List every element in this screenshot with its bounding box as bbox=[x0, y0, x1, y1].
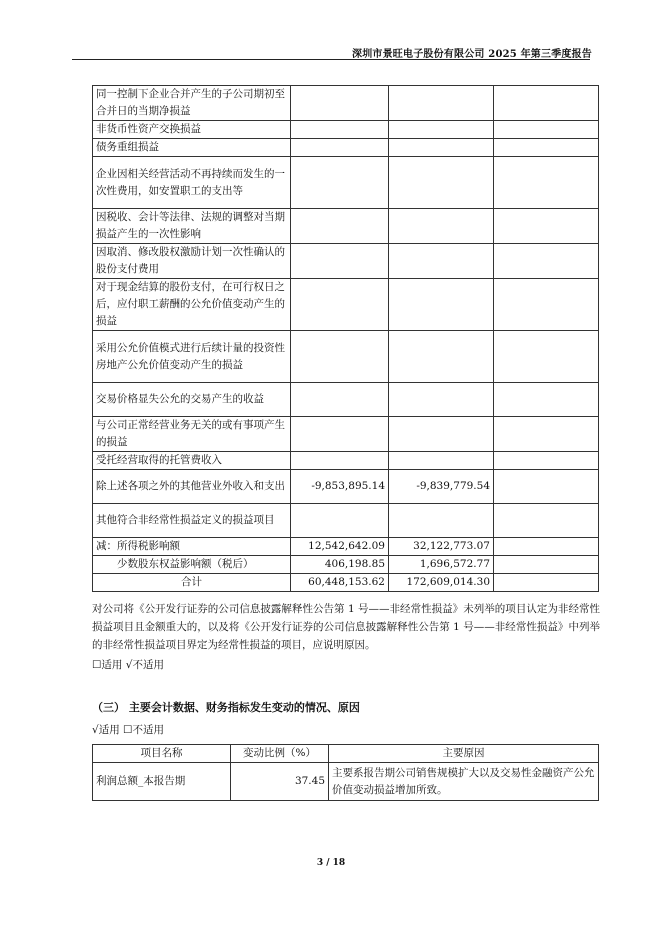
item-cell: 合计 bbox=[93, 574, 291, 592]
table-row bbox=[93, 763, 599, 801]
remark-cell bbox=[494, 538, 599, 556]
value-cell-ytd bbox=[389, 452, 494, 470]
table-row bbox=[93, 470, 599, 504]
table-header-row bbox=[93, 745, 599, 763]
header-change-ratio: 变动比例（%） bbox=[231, 745, 329, 763]
value-cell-ytd bbox=[389, 209, 494, 244]
remark-cell bbox=[494, 556, 599, 574]
item-cell: 债务重组损益 bbox=[93, 139, 291, 157]
value-cell-current: 406,198.85 bbox=[291, 556, 389, 574]
value-cell-current bbox=[291, 244, 389, 279]
table-row bbox=[93, 209, 599, 244]
remark-cell bbox=[494, 157, 599, 209]
table-row bbox=[93, 504, 599, 538]
item-cell: 交易价格显失公允的交易产生的收益 bbox=[93, 383, 291, 417]
value-cell-ytd: 32,122,773.07 bbox=[389, 538, 494, 556]
header-item-name: 项目名称 bbox=[93, 745, 231, 763]
table-row bbox=[93, 279, 599, 331]
item-cell: 因取消、修改股权激励计划一次性确认的股份支付费用 bbox=[93, 244, 291, 279]
item-cell: 其他符合非经常性损益定义的损益项目 bbox=[93, 504, 291, 538]
item-name-cell: 利润总额_本报告期 bbox=[93, 763, 231, 801]
value-cell-ytd bbox=[389, 139, 494, 157]
table-row bbox=[93, 452, 599, 470]
item-cell: 同一控制下企业合并产生的子公司期初至合并日的当期净损益 bbox=[93, 86, 291, 121]
remark-cell bbox=[494, 452, 599, 470]
value-cell-current: -9,853,895.14 bbox=[291, 470, 389, 504]
value-cell-ytd bbox=[389, 157, 494, 209]
section-heading: （三） 主要会计数据、财务指标发生变动的情况、原因 bbox=[92, 701, 360, 714]
value-cell-current bbox=[291, 331, 389, 383]
change-ratio-cell: 37.45 bbox=[231, 763, 329, 801]
value-cell-current bbox=[291, 157, 389, 209]
remark-cell bbox=[494, 279, 599, 331]
value-cell-current bbox=[291, 121, 389, 139]
value-cell-current bbox=[291, 383, 389, 417]
note-applicability: ☐适用 √不适用 bbox=[92, 659, 164, 671]
header-main-reason: 主要原因 bbox=[329, 745, 599, 763]
disclosure-note: 对公司将《公开发行证券的公司信息披露解释性公告第 1 号——非经常性损益》未列举的项目认定为非经常性损益项目且金额重大的，以及将《公开发行证券的公司信息披露解释性公告第 1 号——非经常性损益》中列举的非经常性损益项目界定为经常性损益的项目，应说明原因。 bbox=[92, 603, 600, 651]
remark-cell bbox=[494, 139, 599, 157]
remark-cell bbox=[494, 86, 599, 121]
value-cell-ytd bbox=[389, 331, 494, 383]
value-cell-ytd: 1,696,572.77 bbox=[389, 556, 494, 574]
value-cell-current: 12,542,642.09 bbox=[291, 538, 389, 556]
table-row bbox=[93, 574, 599, 592]
value-cell-ytd bbox=[389, 86, 494, 121]
table-row bbox=[93, 157, 599, 209]
table-row bbox=[93, 244, 599, 279]
item-cell: 对于现金结算的股份支付，在可行权日之后，应付职工薪酬的公允价值变动产生的损益 bbox=[93, 279, 291, 331]
table-row bbox=[93, 331, 599, 383]
value-cell-current bbox=[291, 417, 389, 452]
remark-cell bbox=[494, 417, 599, 452]
item-cell: 采用公允价值模式进行后续计量的投资性房地产公允价值变动产生的损益 bbox=[93, 331, 291, 383]
remark-cell bbox=[494, 209, 599, 244]
item-cell: 非货币性资产交换损益 bbox=[93, 121, 291, 139]
item-cell: 因税收、会计等法律、法规的调整对当期损益产生的一次性影响 bbox=[93, 209, 291, 244]
item-cell: 与公司正常经营业务无关的或有事项产生的损益 bbox=[93, 417, 291, 452]
item-cell: 少数股东权益影响额（税后） bbox=[93, 556, 291, 574]
remark-cell bbox=[494, 331, 599, 383]
remark-cell bbox=[494, 383, 599, 417]
value-cell-current bbox=[291, 139, 389, 157]
value-cell-ytd bbox=[389, 279, 494, 331]
non-recurring-gains-table bbox=[92, 85, 599, 592]
section-applicability: √适用 ☐不适用 bbox=[92, 724, 164, 736]
value-cell-ytd bbox=[389, 417, 494, 452]
value-cell-ytd bbox=[389, 383, 494, 417]
remark-cell bbox=[494, 504, 599, 538]
table-row bbox=[93, 121, 599, 139]
value-cell-current bbox=[291, 504, 389, 538]
table-row bbox=[93, 383, 599, 417]
page-number: 3 / 18 bbox=[316, 858, 346, 868]
item-cell: 受托经营取得的托管费收入 bbox=[93, 452, 291, 470]
table-row bbox=[93, 86, 599, 121]
value-cell-current bbox=[291, 86, 389, 121]
value-cell-current: 60,448,153.62 bbox=[291, 574, 389, 592]
report-header-title: 深圳市景旺电子股份有限公司 2025 年第三季度报告 bbox=[352, 49, 592, 60]
change-reasons-table bbox=[92, 744, 599, 801]
value-cell-current bbox=[291, 279, 389, 331]
table-row bbox=[93, 417, 599, 452]
value-cell-ytd bbox=[389, 504, 494, 538]
value-cell-ytd: -9,839,779.54 bbox=[389, 470, 494, 504]
table-row bbox=[93, 139, 599, 157]
item-cell: 除上述各项之外的其他营业外收入和支出 bbox=[93, 470, 291, 504]
remark-cell bbox=[494, 244, 599, 279]
value-cell-current bbox=[291, 452, 389, 470]
value-cell-current bbox=[291, 209, 389, 244]
value-cell-ytd: 172,609,014.30 bbox=[389, 574, 494, 592]
reason-cell: 主要系报告期公司销售规模扩大以及交易性金融资产公允价值变动损益增加所致。 bbox=[329, 763, 599, 801]
item-cell: 企业因相关经营活动不再持续而发生的一次性费用，如安置职工的支出等 bbox=[93, 157, 291, 209]
remark-cell bbox=[494, 470, 599, 504]
header-divider bbox=[72, 59, 590, 60]
value-cell-ytd bbox=[389, 244, 494, 279]
remark-cell bbox=[494, 121, 599, 139]
table-row bbox=[93, 556, 599, 574]
item-cell: 减：所得税影响额 bbox=[93, 538, 291, 556]
value-cell-ytd bbox=[389, 121, 494, 139]
remark-cell bbox=[494, 574, 599, 592]
table-row bbox=[93, 538, 599, 556]
